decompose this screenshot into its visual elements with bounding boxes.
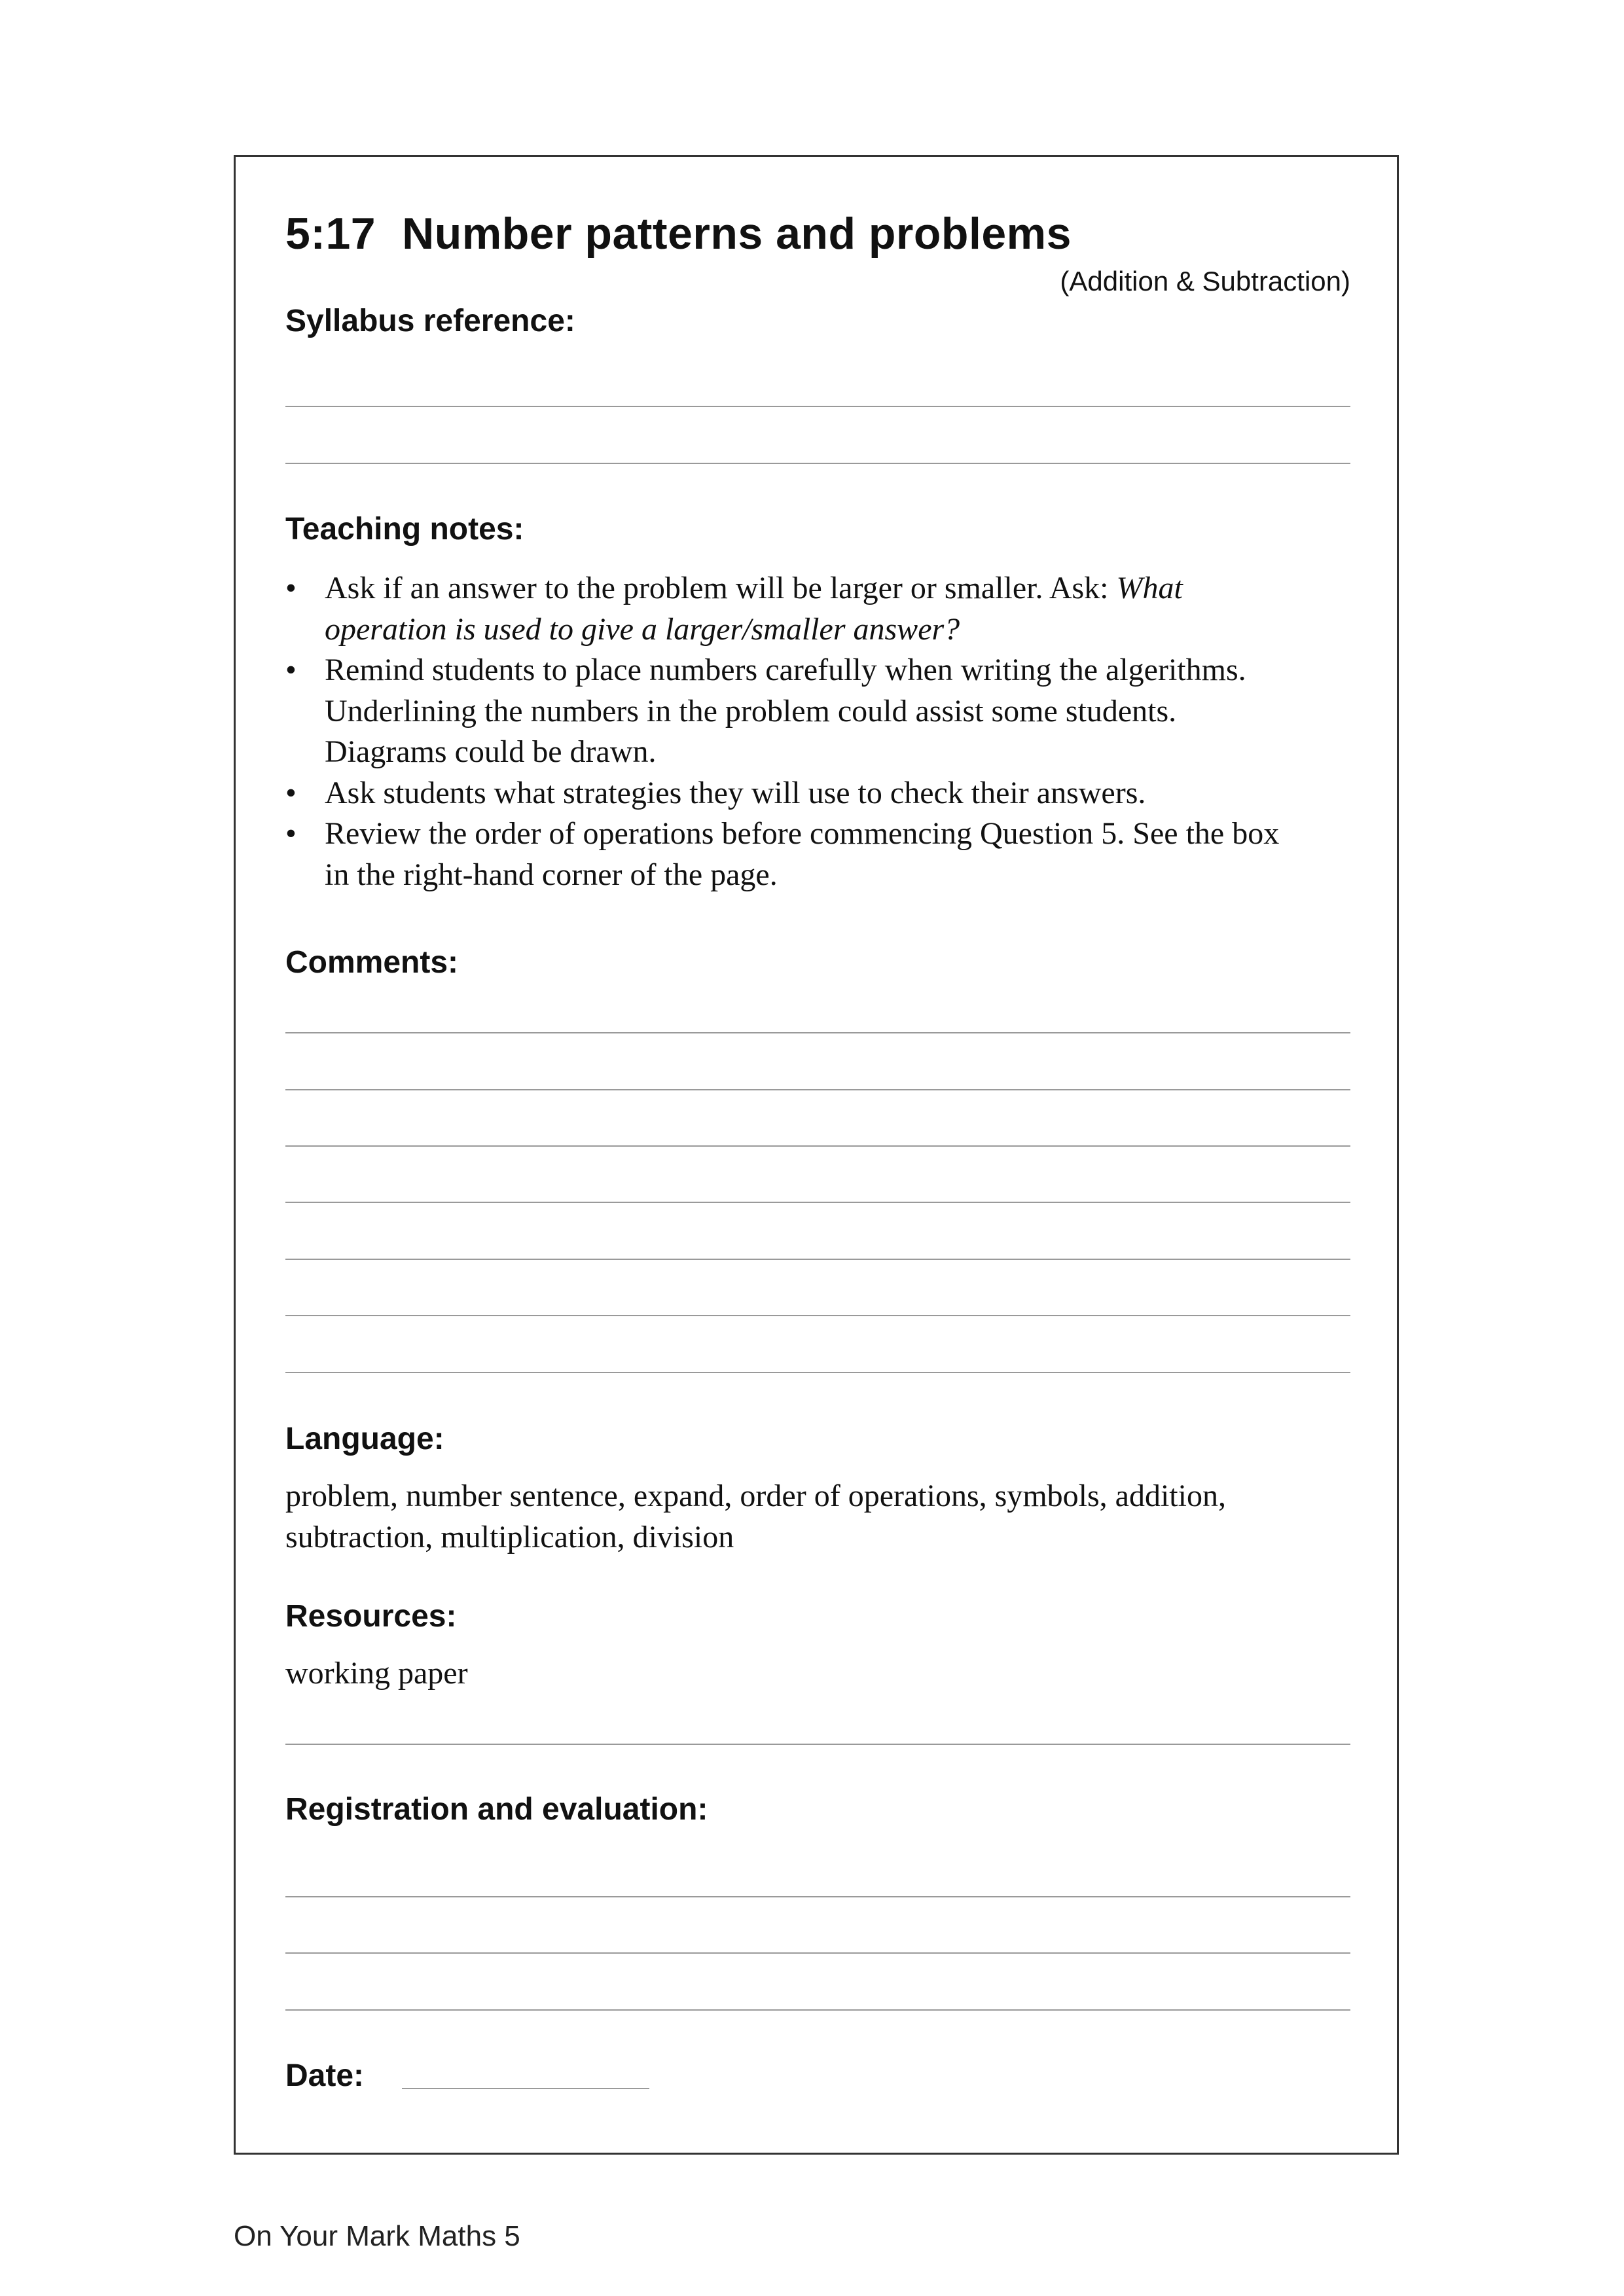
comments-heading: Comments: [285,945,459,980]
comments-writing-line-5[interactable] [285,1259,1350,1260]
language-text: problem, number sentence, expand, order of operations, symbols, addition, subtraction, multiplication, division [285,1479,1226,1554]
teaching-notes-list [285,568,1372,895]
registration-writing-line-2[interactable] [285,1952,1350,1954]
comments-writing-line-7[interactable] [285,1372,1350,1373]
date-writing-line[interactable] [402,2088,649,2089]
list-item: • Review the order of operations before commencing Question 5. See the box in the right-hand corner of the page. [285,814,1372,895]
title-text: Number patterns and problems [402,209,1072,259]
bullet-icon: • [285,571,297,605]
list-item: • Ask students what strategies they will use to check their answers. [285,773,1372,814]
syllabus-writing-line-1[interactable] [285,406,1350,407]
registration-writing-line-1[interactable] [285,1896,1350,1897]
language-heading: Language: [285,1422,444,1456]
worksheet-frame [234,155,1399,2155]
date-label: Date: [285,2058,365,2093]
syllabus-heading: Syllabus reference: [285,304,575,338]
registration-writing-line-3[interactable] [285,2009,1350,2011]
resources-writing-line[interactable] [285,1744,1350,1745]
bullet-icon: • [285,775,297,810]
syllabus-writing-line-2[interactable] [285,463,1350,464]
page-title [285,208,1072,259]
list-item: • Remind students to place numbers carefully when writing the algerithms. Underlining the numbers in the problem could assist some students. Diagrams could be drawn. [285,650,1372,773]
page-footer: On Your Mark Maths 5 [234,2220,520,2252]
topic-subtitle: (Addition & Subtraction) [1060,266,1350,296]
comments-writing-line-3[interactable] [285,1145,1350,1147]
resources-heading: Resources: [285,1599,457,1634]
bullet-icon: • [285,816,297,851]
comments-writing-line-1[interactable] [285,1032,1350,1033]
resources-text: working paper [285,1656,468,1691]
section-number: 5:17 [285,209,376,259]
teaching-notes-heading: Teaching notes: [285,512,524,547]
comments-writing-line-6[interactable] [285,1315,1350,1316]
comments-writing-line-2[interactable] [285,1089,1350,1090]
list-item: • Ask if an answer to the problem will be larger or smaller. Ask: What operation is used to give a larger/smaller answer? [285,568,1372,650]
bullet-icon: • [285,653,297,687]
registration-heading: Registration and evaluation: [285,1792,708,1827]
comments-writing-line-4[interactable] [285,1202,1350,1203]
